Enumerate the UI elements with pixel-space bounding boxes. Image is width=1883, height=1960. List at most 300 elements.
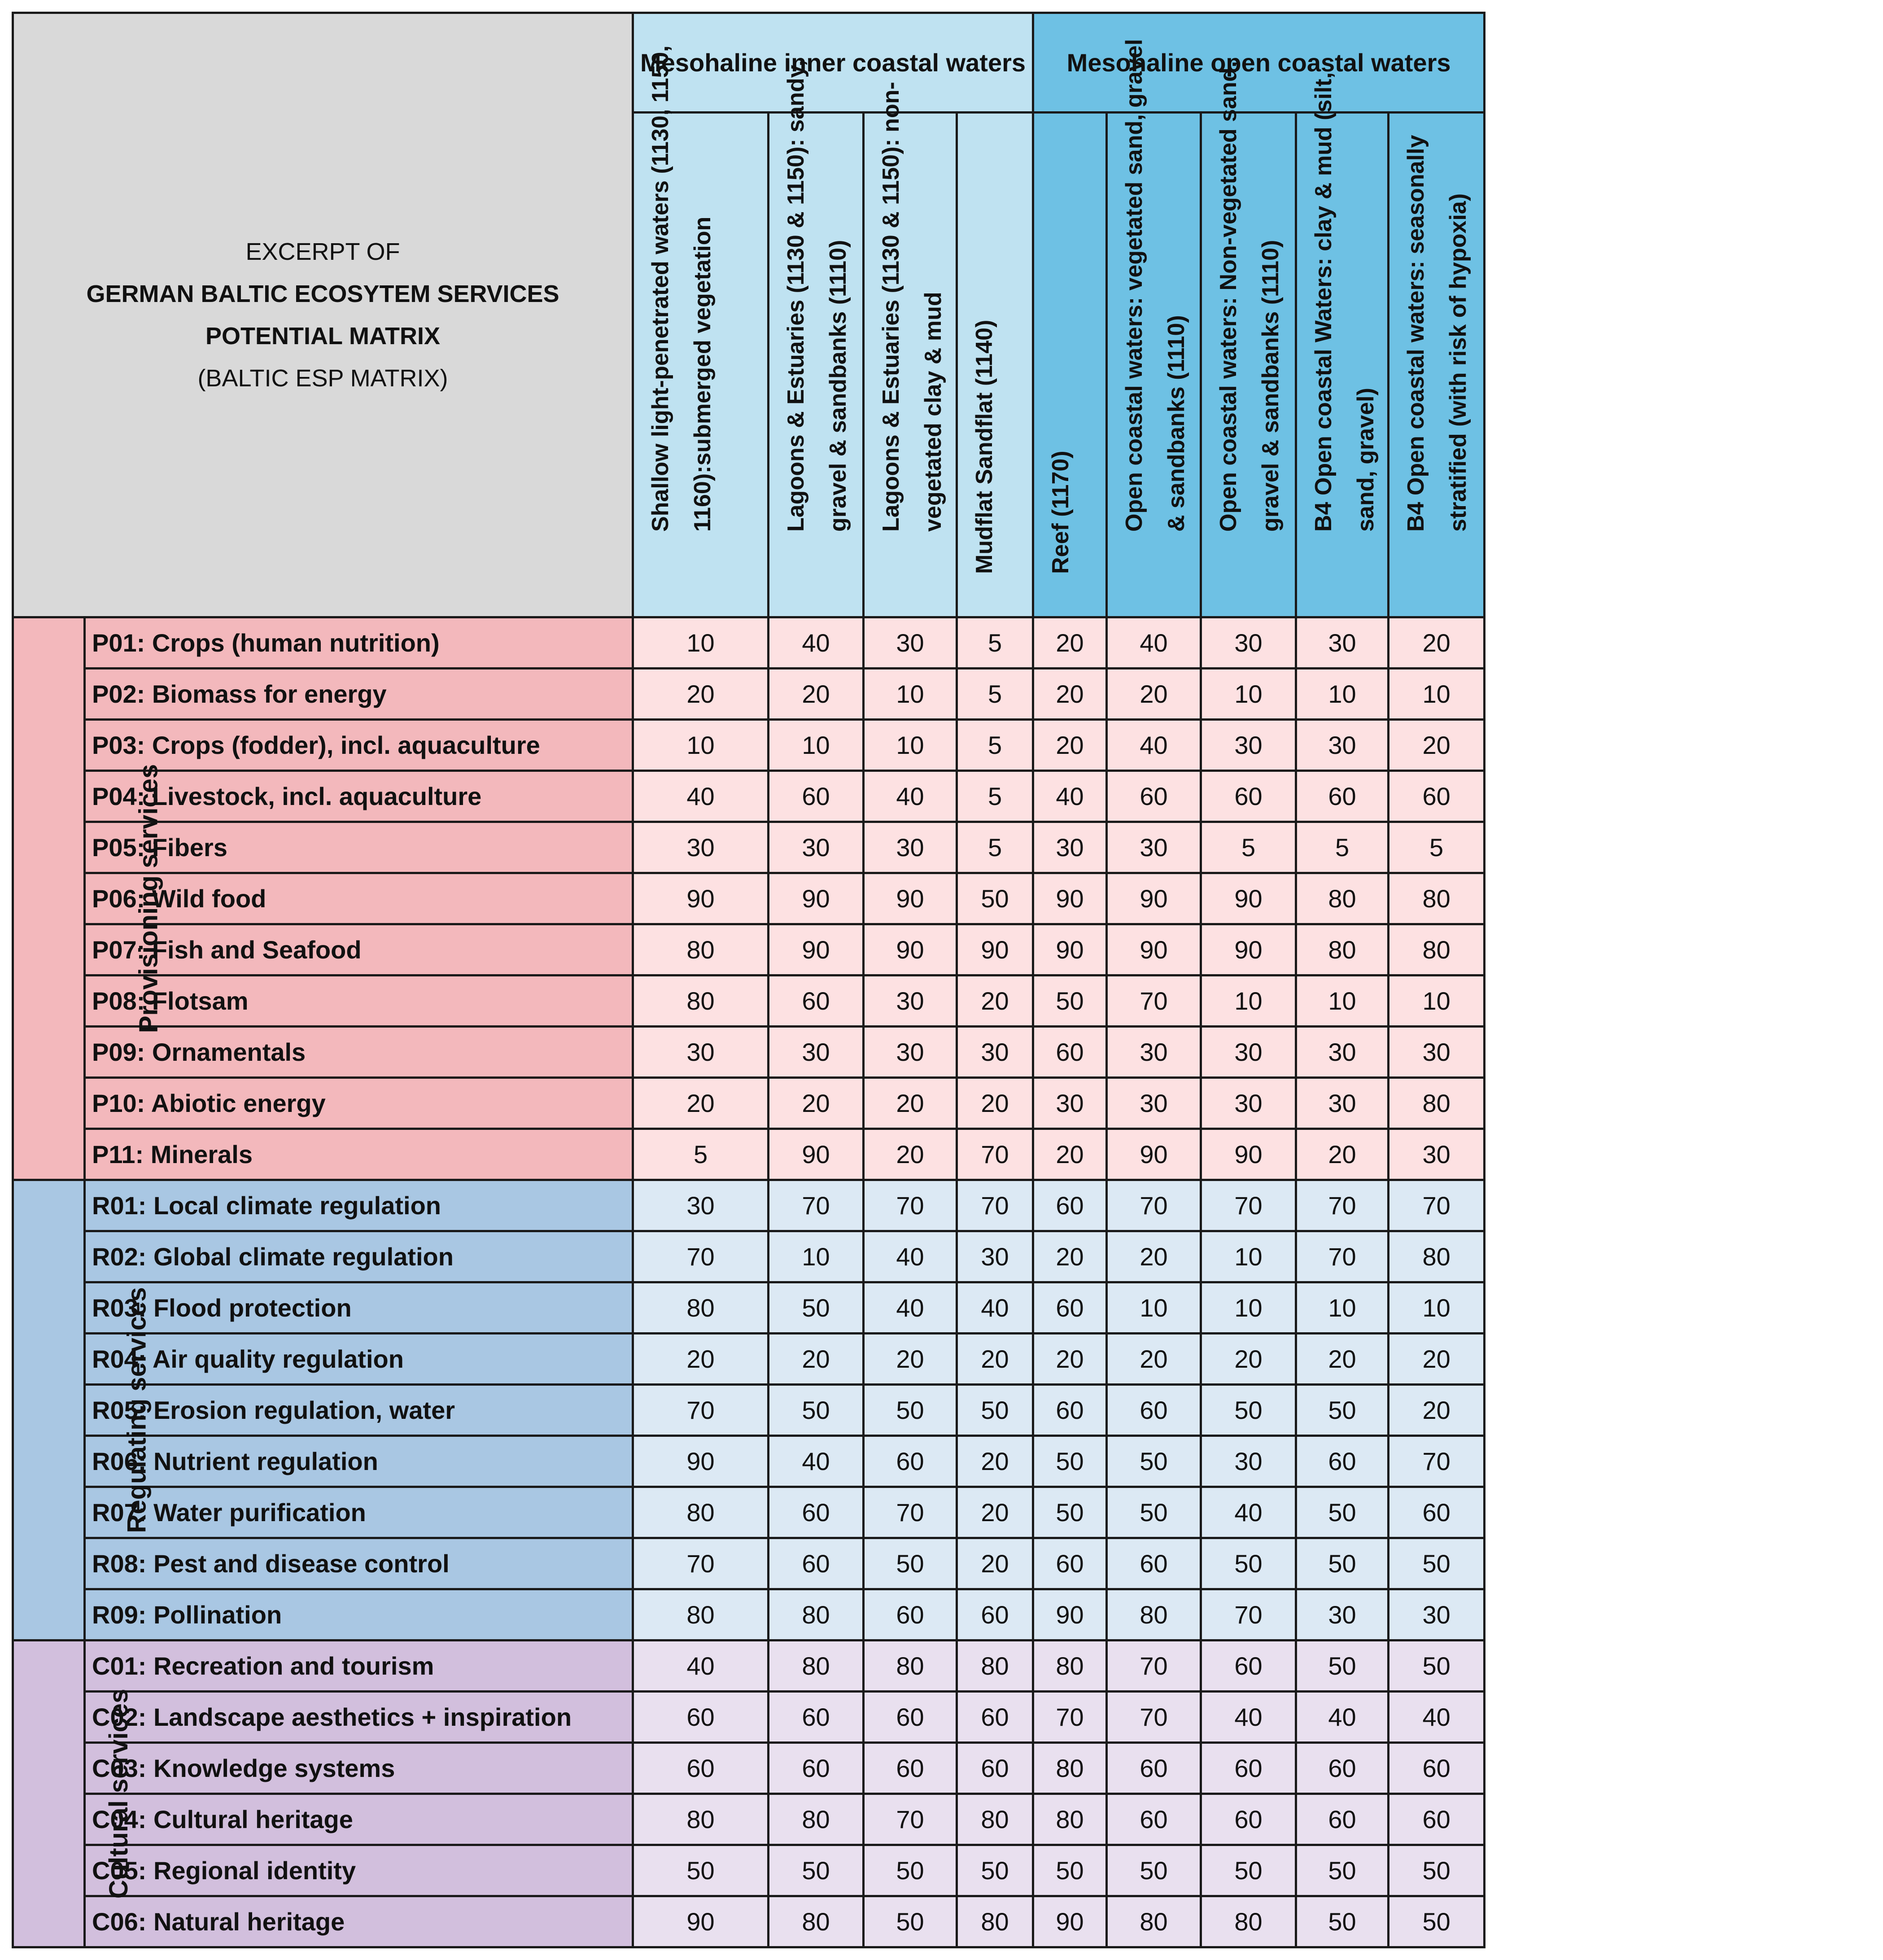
value-cell: 80 [957,1641,1033,1692]
service-label: C06: Natural heritage [85,1896,633,1947]
title-line-1: EXCERPT OF [245,238,400,265]
column-header-8 [1296,72,1389,617]
value-cell: 10 [1201,669,1296,720]
value-cell: 50 [957,1845,1033,1896]
value-cell: 60 [1389,771,1485,822]
service-label: P02: Biomass for energy [85,669,633,720]
value-cell: 10 [864,669,957,720]
value-cell: 90 [769,924,864,976]
value-cell: 20 [769,1334,864,1385]
value-cell: 50 [1296,1385,1389,1436]
value-cell: 70 [1389,1436,1485,1487]
value-cell: 50 [957,873,1033,924]
table-row [13,617,1485,669]
value-cell: 30 [1201,617,1296,669]
value-cell: 80 [633,924,769,976]
value-cell: 50 [1389,1845,1485,1896]
value-cell: 70 [1201,1180,1296,1231]
value-cell: 10 [1389,1282,1485,1334]
value-cell: 10 [1296,976,1389,1027]
value-cell: 80 [1033,1794,1107,1845]
service-label: P05: Fibers [85,822,633,873]
value-cell: 10 [769,1231,864,1282]
value-cell: 80 [633,1794,769,1845]
column-header-text [1395,38,1479,532]
value-cell: 5 [957,822,1033,873]
table-row [13,1385,1485,1436]
table-row [13,1589,1485,1641]
value-cell: 30 [769,1027,864,1078]
value-cell: 90 [769,1129,864,1180]
value-cell: 70 [864,1487,957,1538]
value-cell: 5 [957,720,1033,771]
value-cell: 90 [1033,873,1107,924]
service-label: P06: Wild food [85,873,633,924]
value-cell: 90 [1107,924,1201,976]
value-cell: 60 [1107,1794,1201,1845]
value-cell: 90 [957,924,1033,976]
value-cell: 30 [1389,1589,1485,1641]
value-cell: 60 [1296,1794,1389,1845]
value-cell: 90 [1107,1129,1201,1180]
value-cell: 70 [633,1385,769,1436]
column-header-3 [864,82,957,617]
value-cell: 30 [1296,1589,1389,1641]
value-cell: 90 [769,873,864,924]
value-cell: 50 [769,1845,864,1896]
matrix-body [13,617,1485,1947]
value-cell: 50 [633,1845,769,1896]
column-header-bold2: clay & mud [920,292,947,416]
value-cell: 10 [769,720,864,771]
table-row [13,1129,1485,1180]
value-cell: 10 [1296,669,1389,720]
value-cell: 80 [1389,924,1485,976]
service-label: R05: Erosion regulation, water [85,1385,633,1436]
column-header-text [1113,38,1197,532]
column-header-plain: (1130 & 1150): [783,132,809,300]
value-cell: 30 [633,1180,769,1231]
value-cell: 40 [864,1231,957,1282]
table-row [13,1896,1485,1947]
column-header-text [1302,38,1387,532]
value-cell: 90 [633,1896,769,1947]
service-label: C04: Cultural heritage [85,1794,633,1845]
value-cell: 20 [864,1334,957,1385]
value-cell: 80 [1296,924,1389,976]
value-cell: 70 [1296,1180,1389,1231]
value-cell: 10 [1201,1282,1296,1334]
value-cell: 60 [769,771,864,822]
value-cell: 70 [1296,1231,1389,1282]
value-cell: 40 [1201,1487,1296,1538]
value-cell: 50 [864,1896,957,1947]
table-row [13,1436,1485,1487]
value-cell: 90 [864,924,957,976]
value-cell: 70 [1389,1180,1485,1231]
service-label: P07: Fish and Seafood [85,924,633,976]
service-label: R08: Pest and disease control [85,1538,633,1589]
value-cell: 20 [1389,1334,1485,1385]
table-row [13,1641,1485,1692]
value-cell: 80 [1389,1078,1485,1129]
category-label: Regulating services [122,1287,152,1533]
value-cell: 80 [1107,1896,1201,1947]
value-cell: 20 [1033,1129,1107,1180]
value-cell: 30 [1389,1027,1485,1078]
value-cell: 20 [957,1078,1033,1129]
value-cell: 20 [1107,1334,1201,1385]
value-cell: 80 [633,1282,769,1334]
value-cell: 50 [1033,1845,1107,1896]
value-cell: 30 [1389,1129,1485,1180]
value-cell: 50 [1389,1538,1485,1589]
value-cell: 70 [957,1180,1033,1231]
column-header-plain: (1130 & 1150): non-vegetated [878,82,947,532]
value-cell: 80 [769,1641,864,1692]
value-cell: 40 [633,1641,769,1692]
title-line-2: GERMAN BALTIC ECOSYTEM SERVICES [86,280,559,307]
value-cell: 50 [864,1538,957,1589]
value-cell: 50 [957,1385,1033,1436]
value-cell: 50 [1033,1487,1107,1538]
value-cell: 20 [769,1078,864,1129]
value-cell: 80 [1107,1589,1201,1641]
value-cell: 30 [957,1231,1033,1282]
value-cell: 5 [957,669,1033,720]
value-cell: 90 [1201,873,1296,924]
value-cell: 50 [1107,1845,1201,1896]
value-cell: 40 [957,1282,1033,1334]
value-cell: 20 [1033,720,1107,771]
column-header-text [639,38,724,532]
value-cell: 5 [1201,822,1296,873]
service-label: C02: Landscape aesthetics + inspiration [85,1692,633,1743]
value-cell: 40 [864,1282,957,1334]
value-cell: 60 [769,976,864,1027]
table-row [13,1027,1485,1078]
value-cell: 30 [957,1027,1033,1078]
value-cell: 20 [957,976,1033,1027]
value-cell: 90 [1201,924,1296,976]
value-cell: 70 [1107,1692,1201,1743]
service-label: C05: Regional identity [85,1845,633,1896]
category-regulating [13,1180,152,1641]
service-label: R09: Pollination [85,1589,633,1641]
value-cell: 10 [633,720,769,771]
value-cell: 20 [957,1334,1033,1385]
table-row [13,1845,1485,1896]
service-label: P11: Minerals [85,1129,633,1180]
column-header-bold2: submerged vegetation [690,216,716,466]
value-cell: 20 [864,1129,957,1180]
value-cell: 20 [957,1538,1033,1589]
value-cell: 60 [957,1743,1033,1794]
value-cell: 60 [1296,1743,1389,1794]
value-cell: 80 [1389,1231,1485,1282]
category-label: Cultural services [104,1689,134,1899]
value-cell: 50 [864,1385,957,1436]
value-cell: 80 [957,1794,1033,1845]
column-header-plain: (1130, 1150, 1160): [647,45,716,532]
group-header-open: Mesohaline open coastal waters [1033,13,1485,113]
value-cell: 90 [1107,873,1201,924]
value-cell: 70 [633,1231,769,1282]
value-cell: 40 [1107,720,1201,771]
value-cell: 90 [1033,1589,1107,1641]
column-header-plain: Open coastal waters: [1215,290,1242,532]
value-cell: 50 [1201,1845,1296,1896]
value-cell: 40 [1033,771,1107,822]
value-cell: 20 [1389,1385,1485,1436]
value-cell: 50 [864,1845,957,1896]
column-header-5 [1033,113,1107,617]
value-cell: 20 [864,1078,957,1129]
value-cell: 40 [633,771,769,822]
column-header-plain: B4 Open coastal waters: [1403,254,1429,532]
value-cell: 70 [1107,976,1201,1027]
table-row [13,1180,1485,1231]
column-header-plain: B4 Open coastal Waters: [1311,251,1337,532]
column-header-bold1: Shallow light-penetrated waters [647,180,674,532]
value-cell: 60 [1389,1743,1485,1794]
service-label: P10: Abiotic energy [85,1078,633,1129]
value-cell: 70 [769,1180,864,1231]
column-header-text [1207,38,1292,532]
value-cell: 30 [1296,1027,1389,1078]
value-cell: 50 [1296,1487,1389,1538]
value-cell: 60 [1201,1743,1296,1794]
value-cell: 90 [1033,924,1107,976]
service-label: C03: Knowledge systems [85,1743,633,1794]
value-cell: 30 [1201,1027,1296,1078]
service-label: R04: Air quality regulation [85,1334,633,1385]
column-header-bold2: vegetated sand, gravel & sandbanks (1110) [1121,39,1190,532]
value-cell: 60 [1296,1436,1389,1487]
value-cell: 50 [1389,1641,1485,1692]
value-cell: 60 [633,1692,769,1743]
service-label: R03: Flood protection [85,1282,633,1334]
value-cell: 30 [864,976,957,1027]
value-cell: 90 [1033,1896,1107,1947]
matrix-title-cell [13,13,633,617]
value-cell: 80 [769,1794,864,1845]
value-cell: 90 [864,873,957,924]
value-cell: 10 [1389,976,1485,1027]
value-cell: 90 [1201,1129,1296,1180]
esp-matrix-table [12,12,1485,1948]
column-header-bold2: clay & mud (silt, sand, gravel) [1311,72,1379,532]
value-cell: 50 [769,1385,864,1436]
value-cell: 30 [633,1027,769,1078]
column-header-bold2: Non-vegetated sand, gravel & sandbanks (1110) [1215,61,1284,532]
value-cell: 30 [1107,1078,1201,1129]
value-cell: 30 [1201,720,1296,771]
value-cell: 60 [1107,771,1201,822]
column-header-text [870,38,954,532]
value-cell: 10 [1389,669,1485,720]
value-cell: 40 [1201,1692,1296,1743]
table-row [13,976,1485,1027]
value-cell: 10 [864,720,957,771]
value-cell: 30 [769,822,864,873]
column-header-text [1040,80,1082,574]
value-cell: 80 [957,1896,1033,1947]
value-cell: 5 [957,771,1033,822]
value-cell: 60 [1389,1794,1485,1845]
value-cell: 60 [1107,1538,1201,1589]
value-cell: 50 [1389,1896,1485,1947]
value-cell: 60 [864,1436,957,1487]
table-row [13,720,1485,771]
column-header-text [775,38,859,532]
service-label: P01: Crops (human nutrition) [85,617,633,669]
value-cell: 30 [1033,822,1107,873]
table-row [13,1794,1485,1845]
value-cell: 60 [633,1743,769,1794]
service-label: R06: Nutrient regulation [85,1436,633,1487]
value-cell: 30 [864,1027,957,1078]
value-cell: 60 [1201,771,1296,822]
category-label: Provisioning services [134,764,163,1033]
service-label: R02: Global climate regulation [85,1231,633,1282]
value-cell: 80 [633,976,769,1027]
value-cell: 60 [1107,1385,1201,1436]
table-row [13,771,1485,822]
category-cultural [13,1641,134,1947]
table-row [13,873,1485,924]
value-cell: 30 [633,822,769,873]
value-cell: 20 [769,669,864,720]
column-header-7 [1201,61,1296,617]
value-cell: 30 [1201,1436,1296,1487]
value-cell: 20 [1107,669,1201,720]
value-cell: 70 [864,1180,957,1231]
value-cell: 60 [957,1692,1033,1743]
column-header-bold1: Lagoons & Estuaries [783,299,809,532]
value-cell: 10 [1201,976,1296,1027]
service-label: P04: Livestock, incl. aquaculture [85,771,633,822]
service-label: P08: Flotsam [85,976,633,1027]
column-header-2 [769,60,864,617]
value-cell: 50 [1296,1896,1389,1947]
value-cell: 20 [1296,1334,1389,1385]
table-row [13,1282,1485,1334]
table-row [13,1743,1485,1794]
value-cell: 40 [769,617,864,669]
value-cell: 60 [1107,1743,1201,1794]
value-cell: 50 [1033,976,1107,1027]
value-cell: 20 [633,1078,769,1129]
table-row [13,924,1485,976]
value-cell: 40 [769,1436,864,1487]
value-cell: 60 [864,1589,957,1641]
value-cell: 5 [633,1129,769,1180]
value-cell: 20 [1107,1231,1201,1282]
value-cell: 80 [1201,1896,1296,1947]
value-cell: 90 [633,1436,769,1487]
value-cell: 20 [1296,1129,1389,1180]
table-row [13,1078,1485,1129]
service-label: R07: Water purification [85,1487,633,1538]
value-cell: 20 [1201,1334,1296,1385]
column-header-9 [1389,113,1485,617]
value-cell: 60 [1033,1385,1107,1436]
value-cell: 20 [633,669,769,720]
column-header-plain: Open coastal waters: [1121,290,1148,532]
value-cell: 20 [1033,1334,1107,1385]
value-cell: 80 [1033,1743,1107,1794]
value-cell: 70 [1107,1641,1201,1692]
column-header-4 [957,113,1033,617]
value-cell: 40 [1107,617,1201,669]
service-label: R01: Local climate regulation [85,1180,633,1231]
service-label: P03: Crops (fodder), incl. aquaculture [85,720,633,771]
value-cell: 10 [1296,1282,1389,1334]
value-cell: 10 [1201,1231,1296,1282]
value-cell: 80 [633,1487,769,1538]
value-cell: 50 [1201,1538,1296,1589]
value-cell: 30 [864,822,957,873]
value-cell: 30 [864,617,957,669]
column-header-bold1: Mudflat Sandflat (1140) [971,319,998,574]
value-cell: 30 [1296,720,1389,771]
value-cell: 50 [1296,1538,1389,1589]
table-row [13,1334,1485,1385]
value-cell: 60 [1296,771,1389,822]
column-header-6 [1107,39,1201,617]
column-header-text [963,80,1005,574]
value-cell: 20 [1389,617,1485,669]
value-cell: 30 [1107,1027,1201,1078]
value-cell: 80 [769,1896,864,1947]
value-cell: 60 [1033,1538,1107,1589]
value-cell: 30 [1033,1078,1107,1129]
value-cell: 90 [633,873,769,924]
group-header-inner: Mesohaline inner coastal waters [633,13,1033,113]
value-cell: 70 [864,1794,957,1845]
value-cell: 80 [864,1641,957,1692]
value-cell: 5 [957,617,1033,669]
value-cell: 50 [1296,1845,1389,1896]
value-cell: 70 [1201,1589,1296,1641]
value-cell: 10 [633,617,769,669]
value-cell: 70 [1033,1692,1107,1743]
title-line-4: (BALTIC ESP MATRIX) [197,365,448,392]
value-cell: 60 [1201,1794,1296,1845]
value-cell: 20 [1033,617,1107,669]
table-row [13,822,1485,873]
value-cell: 60 [1033,1180,1107,1231]
value-cell: 80 [769,1589,864,1641]
value-cell: 60 [1033,1027,1107,1078]
value-cell: 60 [1033,1282,1107,1334]
column-header-bold1: Lagoons & Estuaries [878,299,904,532]
value-cell: 60 [769,1692,864,1743]
value-cell: 20 [1033,1231,1107,1282]
value-cell: 10 [1107,1282,1201,1334]
value-cell: 60 [769,1743,864,1794]
value-cell: 5 [1296,822,1389,873]
value-cell: 40 [864,771,957,822]
service-label: C01: Recreation and tourism [85,1641,633,1692]
value-cell: 20 [957,1487,1033,1538]
value-cell: 60 [864,1692,957,1743]
value-cell: 30 [1296,617,1389,669]
value-cell: 20 [1389,720,1485,771]
table-row [13,669,1485,720]
value-cell: 5 [1389,822,1485,873]
